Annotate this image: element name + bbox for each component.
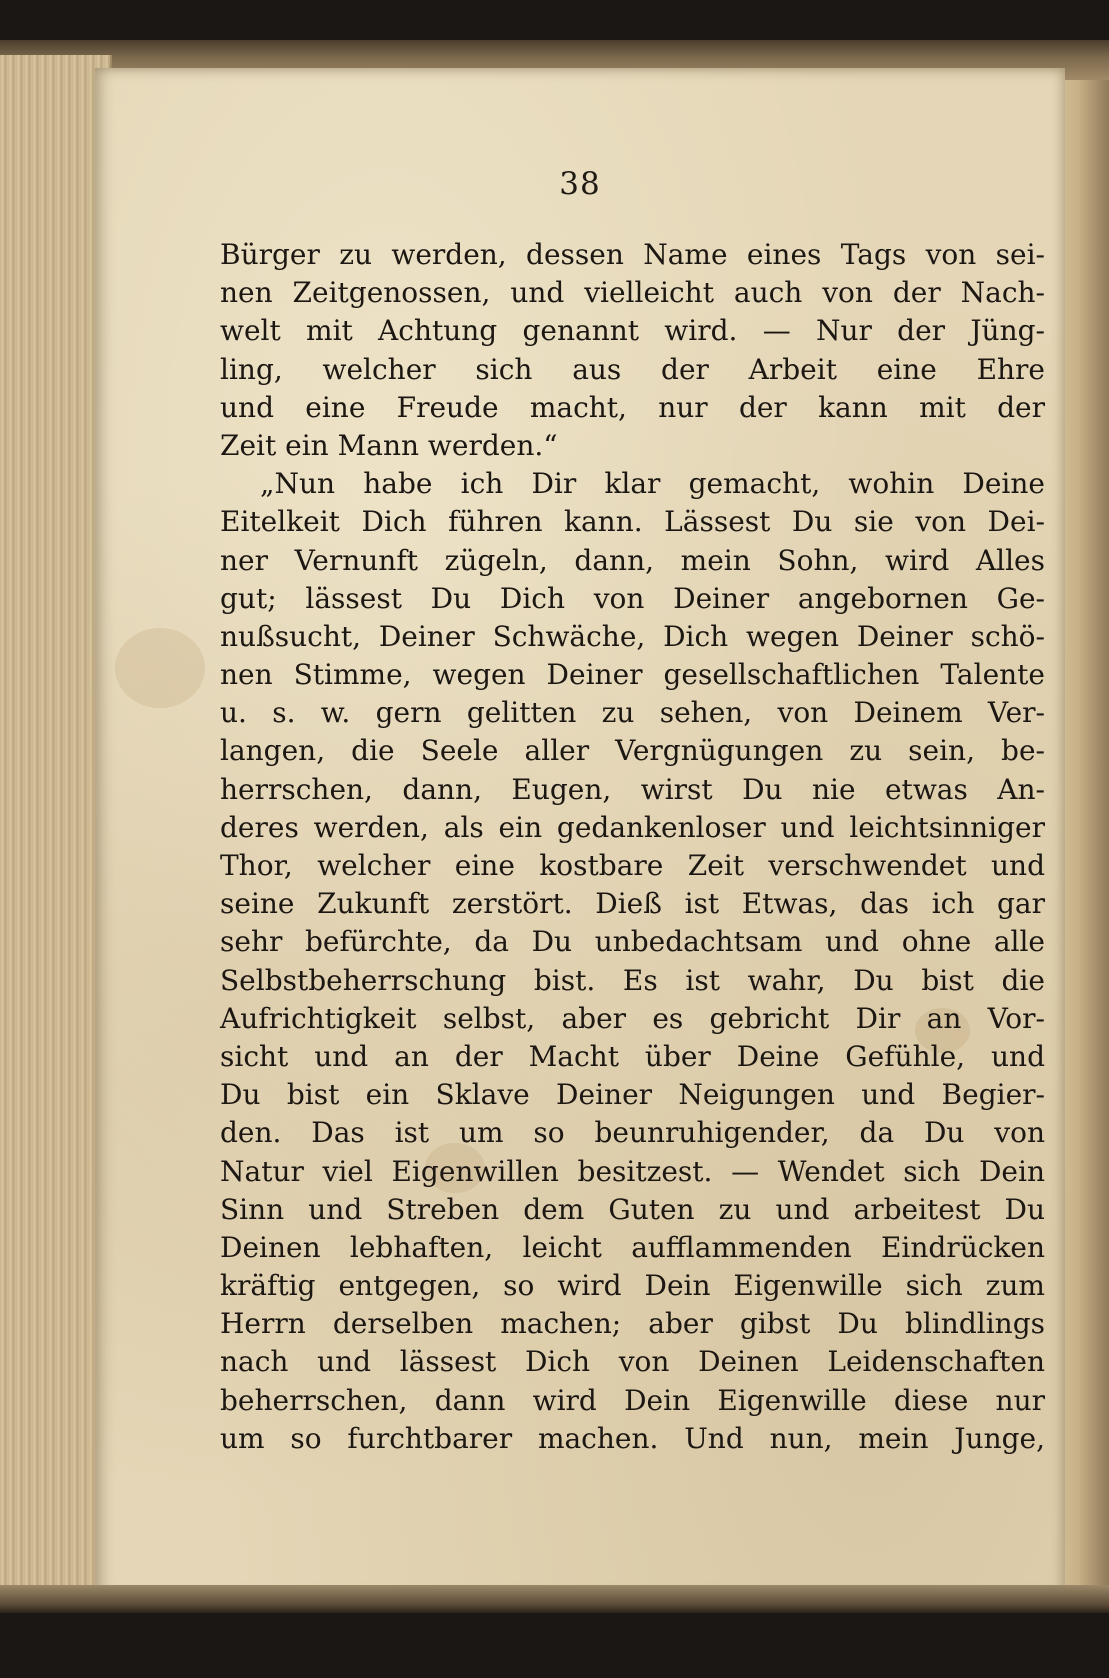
text-line: Sinn und Streben dem Guten zu und arbeitest Du — [220, 1192, 1045, 1226]
text-line: nen Zeitgenossen, und vielleicht auch von der Nach- — [220, 276, 1045, 310]
paper-stain — [115, 628, 205, 708]
text-line: um so furchtbarer machen. Und nun, mein Junge, — [220, 1421, 1045, 1455]
text-line: herrschen, dann, Eugen, wirst Du nie etwas An- — [220, 772, 1045, 806]
text-line: ling, welcher sich aus der Arbeit eine Ehre — [220, 352, 1045, 386]
text-line: Natur viel Eigenwillen besitzest. — Wendet sich Dein — [220, 1154, 1045, 1188]
text-line: Eitelkeit Dich führen kann. Lässest Du sie von Dei- — [220, 505, 1045, 539]
text-lines — [220, 236, 1045, 1458]
text-line: Herrn derselben machen; aber gibst Du blindlings — [220, 1307, 1045, 1341]
text-line: deres werden, als ein gedankenloser und leichtsinniger — [220, 810, 1045, 844]
text-line: sehr befürchte, da Du unbedachtsam und ohne alle — [220, 925, 1045, 959]
book-bottom-edge — [0, 1585, 1109, 1613]
text-line: Bürger zu werden, dessen Name eines Tags von sei- — [220, 238, 1045, 271]
page-number: 38 — [559, 166, 601, 202]
text-line: nach und lässest Dich von Deinen Leidenschaften — [220, 1345, 1045, 1379]
text-line: Deinen lebhaften, leicht aufflammenden Eindrücken — [220, 1230, 1045, 1264]
text-line: langen, die Seele aller Vergnügungen zu sein, be- — [220, 734, 1045, 768]
text-line: Du bist ein Sklave Deiner Neigungen und Begier- — [220, 1078, 1045, 1112]
text-line: „Nun habe ich Dir klar gemacht, wohin Deine — [260, 467, 1045, 501]
text-line: beherrschen, dann wird Dein Eigenwille diese nur — [220, 1383, 1045, 1417]
text-line: seine Zukunft zerstört. Dieß ist Etwas, das ich gar — [220, 887, 1045, 921]
text-line: Thor, welcher eine kostbare Zeit verschwendet und — [220, 849, 1045, 882]
text-line: den. Das ist um so beunruhigender, da Du von — [220, 1116, 1045, 1150]
text-line: gut; lässest Du Dich von Deiner angebornen Ge- — [220, 581, 1045, 615]
text-line: nen Stimme, wegen Deiner gesellschaftlichen Talente — [220, 658, 1045, 692]
text-line: und eine Freude macht, nur der kann mit der — [220, 390, 1045, 424]
text-line: nußsucht, Deiner Schwäche, Dich wegen Deiner schö- — [220, 619, 1045, 653]
text-line: kräftig entgegen, so wird Dein Eigenwille sich zum — [220, 1269, 1045, 1303]
text-line: ner Vernunft zügeln, dann, mein Sohn, wird Alles — [220, 543, 1045, 577]
text-line: sicht und an der Macht über Deine Gefühle, und — [220, 1039, 1045, 1073]
text-line: u. s. w. gern gelitten zu sehen, von Deinem Ver- — [220, 696, 1045, 730]
text-line: Selbstbeherrschung bist. Es ist wahr, Du bist die — [220, 963, 1045, 997]
page-stack-right — [1058, 80, 1109, 1600]
text-line: Zeit ein Mann werden.“ — [220, 428, 558, 462]
text-line: welt mit Achtung genannt wird. — Nur der Jüng- — [220, 314, 1045, 348]
text-line: Aufrichtigkeit selbst, aber es gebricht Dir an Vor- — [220, 1001, 1045, 1035]
